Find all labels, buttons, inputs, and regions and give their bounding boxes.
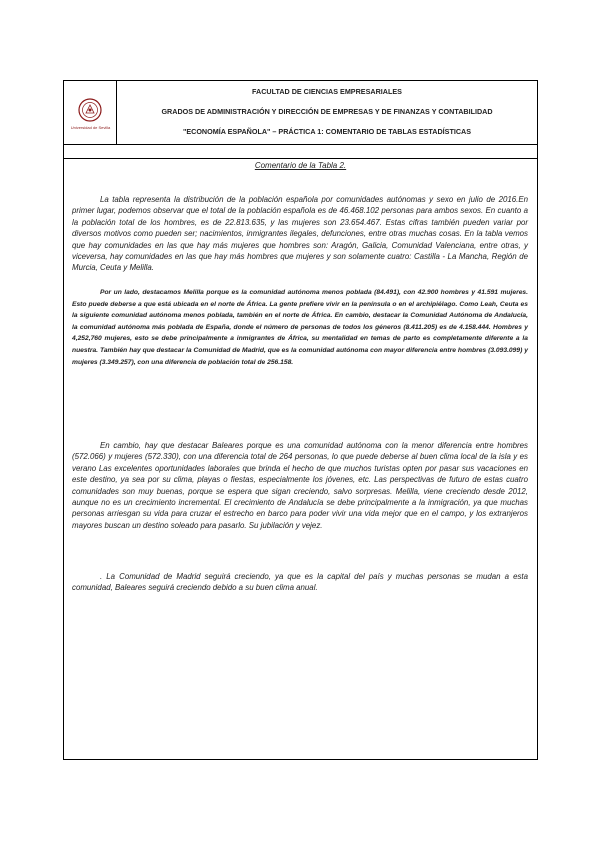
document-body: [64, 159, 537, 170]
paragraph-3: En cambio, hay que destacar Baleares porque es una comunidad autónoma con la menor diferencia entre hombres (572.066) y mujeres (572.330), con una diferencia total de 264 personas, lo que puede deberse al buen clima local de la isla y es verano Las excelentes oportunidades laborales que brinda el hecho de que muchos turistas opten por pasar sus vacaciones en este destino, ya sea por su clima, playas o fiestas, especialmente los jóvenes, etc. Las perspectivas de futuro de estas cuatro comunidades son muy buenas, porque se espera que sigan creciendo, salvo sorpresas. Melilla, viene creciendo desde 2012, aunque no es un crecimiento incremental. El crecimiento de Andalucía se debe principalmente a la inmigración, ya que muchas personas arriesgan su vida para cruzar el estrecho en barco para poder vivir una vida mejor que en el campo, y los extranjeros mayores buscan un destino soleado para pasarlo. Su jubilación y vejez.: [72, 441, 528, 530]
page-subtitle: Comentario de la Tabla 2.: [254, 161, 347, 170]
faculty-title: FACULTAD DE CIENCIAS EMPRESARIALES: [252, 87, 402, 96]
logo-caption: Universidad de Sevilla: [70, 125, 111, 130]
paragraph-1: La tabla representa la distribución de la población española por comunidades autónomas y sexo en julio de 2016.En primer lugar, podemos observar que el total de la población española es de 46.468.102 personas para ambos sexos. En cuanto a la población total de los hombres, es de 22.813.635, y las mujeres son 23.654.467. Estas cifras también pueden variar por diversos motivos como pueden ser; nacimientos, inmigrantes ilegales, defunciones, entre otras muchas cosas. En la tabla vemos que hay comunidades en las que hay más mujeres que hombres son: Aragón, Galicia, Comunidad Valenciana, entre otras, y viceversa, hay comunidades en las que hay más hombres que mujeres y son solamente cuatro: Castilla - La Mancha, Región de Murcia, Ceuta y Melilla.: [72, 195, 528, 273]
paragraph-4: . La Comunidad de Madrid seguirá creciendo, ya que es la capital del país y muchas personas se mudan a esta comunidad, Baleares seguirá creciendo debido a su buen clima anual.: [72, 572, 528, 593]
header-separator-row: [64, 145, 537, 159]
document-header: [64, 81, 537, 145]
paragraph-2: Por un lado, destacamos Melilla porque es la comunidad autónoma menos poblada (84.491), con 42.900 hombres y 41.591 mujeres. Esto puede deberse a que está ubicada en el norte de África. La gente prefiere vivir en la península o en el archipiélago. Como Leah, Ceuta es la siguiente comunidad autónoma menos poblada, también en el norte de África. En cambio, destacar la Comunidad Autónoma de Andalucía, la comunidad autónoma más poblada de España, donde el número de personas de todos los géneros (8.411.205) es de 4.158.444. Hombres y 4,252,760 mujeres, esto se debe principalmente a inmigrantes de África, su mentalidad en temas de parto es completamente diferente a la nuestra. También hay que destacar la Comunidad de Madrid, que es la comunidad autónoma con mayor diferencia entre hombres (3.093.099) y mujeres (3.349.257), con una diferencia de población total de 256.158.: [72, 289, 528, 366]
degrees-title: GRADOS DE ADMINISTRACIÓN Y DIRECCIÓN DE EMPRESAS Y DE FINANZAS Y CONTABILIDAD: [161, 107, 493, 116]
course-title: "ECONOMÍA ESPAÑOLA" – PRÁCTICA 1: COMENTARIO DE TABLAS ESTADÍSTICAS: [182, 127, 472, 136]
document-frame: [63, 80, 538, 760]
